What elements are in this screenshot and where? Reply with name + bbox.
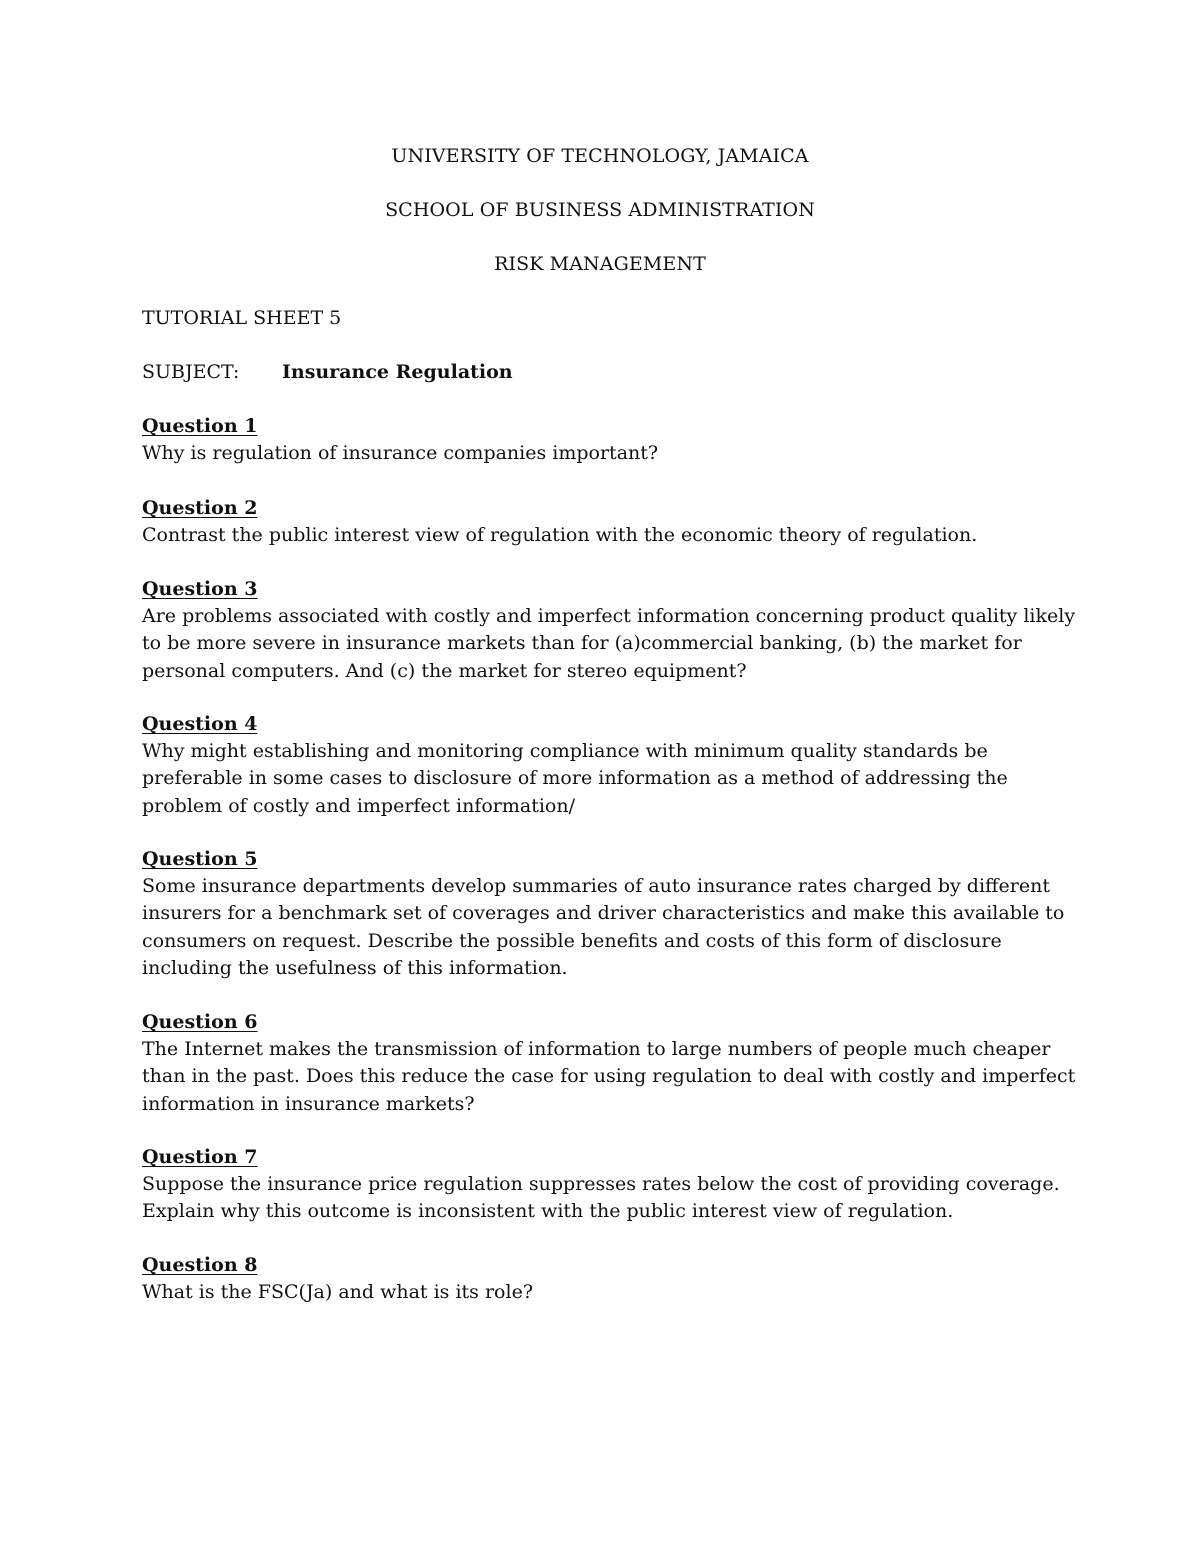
question-text-line: Suppose the insurance price regulation suppresses rates below the cost of providing coverage. (142, 1173, 1060, 1196)
question-heading: Question 6 (142, 1011, 258, 1033)
question-text-line: to be more severe in insurance markets than for (a)commercial banking, (b) the market for (142, 632, 1022, 655)
question-7 (142, 1144, 1072, 1226)
question-8 (142, 1252, 1072, 1306)
question-text-line: insurers for a benchmark set of coverages and driver characteristics and make this available to (142, 902, 1065, 925)
subject-value: Insurance Regulation (282, 361, 513, 383)
question-text-line: Are problems associated with costly and imperfect information concerning product quality likely (142, 605, 1076, 628)
university-title: UNIVERSITY OF TECHNOLOGY, JAMAICA (391, 145, 809, 167)
question-3 (142, 576, 1076, 685)
question-heading: Question 5 (142, 848, 258, 870)
question-2 (142, 495, 1072, 549)
question-text-line: The Internet makes the transmission of information to large numbers of people much cheaper (142, 1038, 1051, 1061)
question-heading: Question 7 (142, 1146, 258, 1168)
course-title: RISK MANAGEMENT (494, 253, 706, 275)
question-text-line: problem of costly and imperfect information/ (142, 794, 575, 817)
question-heading: Question 1 (142, 415, 258, 437)
question-4 (142, 711, 1072, 820)
question-text-line: Why is regulation of insurance companies important? (142, 442, 659, 465)
question-6 (142, 1009, 1076, 1118)
tutorial-sheet-title: TUTORIAL SHEET 5 (142, 307, 342, 329)
question-heading: Question 8 (142, 1254, 258, 1276)
question-text-line: information in insurance markets? (142, 1092, 475, 1115)
subject-label: SUBJECT: (142, 361, 240, 383)
question-text-line: including the usefulness of this information. (142, 956, 568, 979)
question-text-line: than in the past. Does this reduce the case for using regulation to deal with costly and imperfect (142, 1065, 1076, 1088)
question-text-line: Why might establishing and monitoring compliance with minimum quality standards be (142, 740, 988, 763)
question-heading: Question 4 (142, 713, 258, 735)
subject-line (142, 359, 1072, 386)
question-1 (142, 413, 1072, 467)
question-text-line: consumers on request. Describe the possible benefits and costs of this form of disclosure (142, 929, 1002, 952)
question-text-line: personal computers. And (c) the market for stereo equipment? (142, 659, 747, 682)
question-heading: Question 3 (142, 578, 258, 600)
question-text-line: Explain why this outcome is inconsistent with the public interest view of regulation. (142, 1200, 954, 1223)
question-text-line: preferable in some cases to disclosure of more information as a method of addressing the (142, 767, 1008, 790)
question-text-line: Contrast the public interest view of regulation with the economic theory of regulation. (142, 524, 978, 547)
question-text-line: Some insurance departments develop summaries of auto insurance rates charged by different (142, 875, 1050, 898)
question-text-line: What is the FSC(Ja) and what is its role? (142, 1281, 534, 1304)
question-5 (142, 846, 1072, 982)
question-heading: Question 2 (142, 497, 258, 519)
school-title: SCHOOL OF BUSINESS ADMINISTRATION (385, 199, 815, 221)
